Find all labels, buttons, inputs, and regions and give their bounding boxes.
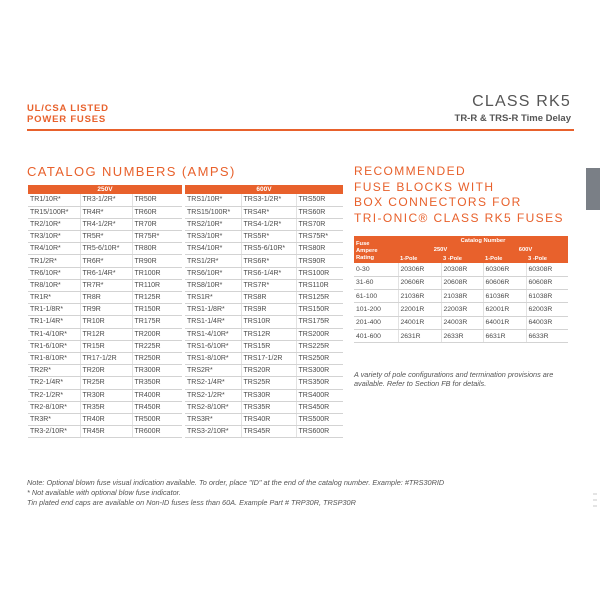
catalog-cell: TRS4-1/2R* [241, 218, 296, 230]
catalog-cell: TRS175R [296, 316, 343, 328]
table-row [28, 401, 343, 413]
catalog-cell: TRS1/2R* [185, 255, 241, 267]
block-catalog-cell: 20308R [441, 263, 483, 276]
catalog-cell: TRS125R [296, 292, 343, 304]
catalog-cell: TRS600R [296, 426, 343, 438]
block-catalog-cell: 61038R [526, 290, 568, 303]
catalog-group-250v: 250V [28, 185, 182, 194]
listing-label [27, 103, 109, 125]
catalog-cell: TRS75R* [296, 231, 343, 243]
catalog-cell: TR200R [132, 328, 182, 340]
catalog-cell: TRS200R [296, 328, 343, 340]
block-catalog-cell: 61036R [483, 290, 526, 303]
section-tab-marker [586, 168, 600, 210]
catalog-cell: TR3R* [28, 413, 80, 425]
block-catalog-cell: 22001R [398, 303, 441, 316]
footnotes [27, 478, 444, 508]
catalog-cell: TR450R [132, 401, 182, 413]
catalog-cell: TR60R [132, 206, 182, 218]
catalog-cell: TR1-8/10R* [28, 352, 80, 364]
fuse-blocks-title-line3: BOX CONNECTORS FOR [354, 195, 522, 210]
catalog-cell: TR500R [132, 413, 182, 425]
fuse-blocks-note: A variety of pole configurations and termination provisions are available. Refer to Section FB for details. [354, 370, 554, 389]
catalog-group-600v: 600V [185, 185, 343, 194]
catalog-table-body [28, 194, 343, 438]
catalog-cell: TRS40R [241, 413, 296, 425]
catalog-cell: TR1R* [28, 292, 80, 304]
catalog-cell: TRS350R [296, 377, 343, 389]
catalog-cell: TR5R* [80, 231, 132, 243]
fuse-blocks-title [354, 164, 564, 227]
catalog-table [28, 185, 343, 438]
pole1-600v-header: 1-Pole [483, 254, 526, 263]
block-catalog-cell: 6631R [483, 329, 526, 342]
catalog-cell: TRS3/10R* [185, 231, 241, 243]
table-row [28, 304, 343, 316]
ampere-rating-cell: 61-100 [354, 290, 398, 303]
table-row [28, 231, 343, 243]
catalog-cell: TRS15/100R* [185, 206, 241, 218]
catalog-cell: TRS3-2/10R* [185, 426, 241, 438]
catalog-cell: TRS4R* [241, 206, 296, 218]
listing-label-line2: POWER FUSES [27, 114, 107, 125]
ampere-rating-cell: 101-200 [354, 303, 398, 316]
catalog-cell: TR15R [80, 340, 132, 352]
catalog-cell: TR110R [132, 279, 182, 291]
catalog-cell: TRS3R* [185, 413, 241, 425]
catalog-cell: TR600R [132, 426, 182, 438]
rating-header-line3: Rating [356, 255, 375, 261]
table-row [28, 426, 343, 438]
catalog-cell: TRS10R [241, 316, 296, 328]
footnote-id-option: Note: Optional blown fuse visual indication available. To order, place "ID" at the end of the catalog number. Example: #TRS30RID [27, 478, 445, 487]
catalog-cell: TRS2-1/2R* [185, 389, 241, 401]
catalog-cell: TRS2R* [185, 365, 241, 377]
catalog-cell: TRS3-1/2R* [241, 194, 296, 206]
catalog-cell: TR125R [132, 292, 182, 304]
catalog-cell: TRS30R [241, 389, 296, 401]
catalog-cell: TR8/10R* [28, 279, 80, 291]
block-catalog-cell: 20306R [398, 263, 441, 276]
catalog-cell: TR1-4/10R* [28, 328, 80, 340]
table-row [28, 243, 343, 255]
catalog-cell: TR40R [80, 413, 132, 425]
catalog-cell: TRS2-8/10R* [185, 401, 241, 413]
catalog-cell: TR12R [80, 328, 132, 340]
listing-label-line1: UL/CSA LISTED [27, 103, 109, 114]
catalog-cell: TRS5R* [241, 231, 296, 243]
catalog-cell: TR350R [132, 377, 182, 389]
catalog-cell: TRS60R [296, 206, 343, 218]
catalog-cell: TRS2-1/4R* [185, 377, 241, 389]
catalog-cell: TRS225R [296, 340, 343, 352]
fuse-blocks-title-line4: TRI-ONIC® CLASS RK5 FUSES [354, 211, 564, 226]
catalog-cell: TRS6R* [241, 255, 296, 267]
table-row [354, 276, 568, 289]
catalog-cell: TR6R* [80, 255, 132, 267]
catalog-cell: TRS1-8/10R* [185, 352, 241, 364]
catalog-cell: TR4-1/2R* [80, 218, 132, 230]
page-edge-mark-icon [591, 492, 599, 514]
catalog-cell: TR30R [80, 389, 132, 401]
catalog-cell: TR20R [80, 365, 132, 377]
pole3-250v-header: 3 -Pole [441, 254, 483, 263]
catalog-cell: TRS1-1/8R* [185, 304, 241, 316]
catalog-cell: TRS7R* [241, 279, 296, 291]
catalog-cell: TR4/10R* [28, 243, 80, 255]
catalog-cell: TR3-2/10R* [28, 426, 80, 438]
catalog-cell: TR15/100R* [28, 206, 80, 218]
table-row [28, 292, 343, 304]
catalog-cell: TRS35R [241, 401, 296, 413]
block-catalog-cell: 64001R [483, 316, 526, 329]
block-catalog-cell: 62001R [483, 303, 526, 316]
catalog-cell: TR150R [132, 304, 182, 316]
catalog-cell: TR2/10R* [28, 218, 80, 230]
block-catalog-cell: 2631R [398, 329, 441, 342]
catalog-cell: TR80R [132, 243, 182, 255]
catalog-cell: TRS20R [241, 365, 296, 377]
catalog-cell: TRS90R [296, 255, 343, 267]
catalog-cell: TR9R [80, 304, 132, 316]
pole3-600v-header: 3 -Pole [526, 254, 568, 263]
blocks-group-250v: 250V [398, 245, 483, 254]
table-row [28, 267, 343, 279]
block-catalog-cell: 2633R [441, 329, 483, 342]
catalog-cell: TRS45R [241, 426, 296, 438]
catalog-cell: TR1-6/10R* [28, 340, 80, 352]
catalog-cell: TRS100R [296, 267, 343, 279]
footnote-tin-plated: Tin plated end caps are available on Non-ID fuses less than 60A. Example Part # TRP30R, TRSP30R [27, 498, 356, 507]
catalog-cell: TRS450R [296, 401, 343, 413]
catalog-cell: TRS9R [241, 304, 296, 316]
table-row [28, 365, 343, 377]
catalog-cell: TRS110R [296, 279, 343, 291]
catalog-cell: TRS80R [296, 243, 343, 255]
table-row [28, 206, 343, 218]
table-row [354, 303, 568, 316]
fuse-blocks-title-line1: RECOMMENDED [354, 164, 467, 178]
catalog-cell: TRS8R [241, 292, 296, 304]
ampere-rating-cell: 401-600 [354, 329, 398, 342]
catalog-cell: TR300R [132, 365, 182, 377]
block-catalog-cell: 21038R [441, 290, 483, 303]
block-catalog-cell: 60606R [483, 276, 526, 289]
ampere-rating-cell: 0-30 [354, 263, 398, 276]
catalog-cell: TR35R [80, 401, 132, 413]
catalog-cell: TRS6-1/4R* [241, 267, 296, 279]
fuse-blocks-table-body [354, 263, 568, 343]
catalog-cell: TR400R [132, 389, 182, 401]
catalog-cell: TR250R [132, 352, 182, 364]
catalog-cell: TR7R* [80, 279, 132, 291]
catalog-cell: TR3-1/2R* [80, 194, 132, 206]
block-catalog-cell: 62003R [526, 303, 568, 316]
catalog-cell: TR1/2R* [28, 255, 80, 267]
table-row [28, 328, 343, 340]
catalog-cell: TRS1-4/10R* [185, 328, 241, 340]
table-row [28, 194, 343, 206]
table-row [28, 413, 343, 425]
footnote-asterisk: * Not available with optional blow fuse indicator. [27, 488, 181, 497]
catalog-cell: TRS2/10R* [185, 218, 241, 230]
catalog-cell: TRS400R [296, 389, 343, 401]
catalog-cell: TRS15R [241, 340, 296, 352]
rating-header-line1: Fuse [356, 241, 370, 247]
table-row [28, 352, 343, 364]
catalog-cell: TRS500R [296, 413, 343, 425]
rating-header [354, 236, 398, 263]
catalog-cell: TR1-1/8R* [28, 304, 80, 316]
block-catalog-cell: 60608R [526, 276, 568, 289]
catalog-number-header: Catalog Number [398, 236, 568, 245]
catalog-cell: TR10R [80, 316, 132, 328]
catalog-cell: TR8R [80, 292, 132, 304]
catalog-cell: TR45R [80, 426, 132, 438]
catalog-cell: TR50R [132, 194, 182, 206]
catalog-cell: TRS25R [241, 377, 296, 389]
table-row [28, 340, 343, 352]
block-catalog-cell: 20608R [441, 276, 483, 289]
catalog-cell: TRS70R [296, 218, 343, 230]
catalog-cell: TR2-1/4R* [28, 377, 80, 389]
catalog-cell: TRS17-1/2R [241, 352, 296, 364]
catalog-cell: TRS50R [296, 194, 343, 206]
block-catalog-cell: 21036R [398, 290, 441, 303]
catalog-cell: TRS12R [241, 328, 296, 340]
block-catalog-cell: 60308R [526, 263, 568, 276]
block-catalog-cell: 24003R [441, 316, 483, 329]
block-catalog-cell: 24001R [398, 316, 441, 329]
header-divider [27, 129, 574, 131]
catalog-cell: TR75R* [132, 231, 182, 243]
block-catalog-cell: 60306R [483, 263, 526, 276]
catalog-cell: TR2R* [28, 365, 80, 377]
catalog-cell: TRS1/10R* [185, 194, 241, 206]
catalog-cell: TR175R [132, 316, 182, 328]
rating-header-line2: Ampere [356, 248, 378, 254]
table-row [354, 316, 568, 329]
catalog-cell: TRS6/10R* [185, 267, 241, 279]
catalog-cell: TRS4/10R* [185, 243, 241, 255]
block-catalog-cell: 20606R [398, 276, 441, 289]
page-subtitle: TR-R & TRS-R Time Delay [454, 113, 571, 124]
pole1-250v-header: 1-Pole [398, 254, 441, 263]
table-row [28, 279, 343, 291]
catalog-cell: TRS5-6/10R* [241, 243, 296, 255]
catalog-cell: TRS1-6/10R* [185, 340, 241, 352]
catalog-cell: TR1-1/4R* [28, 316, 80, 328]
table-row [28, 377, 343, 389]
catalog-cell: TRS300R [296, 365, 343, 377]
catalog-title: CATALOG NUMBERS (AMPS) [27, 164, 236, 179]
catalog-cell: TR6/10R* [28, 267, 80, 279]
block-catalog-cell: 6633R [526, 329, 568, 342]
table-row [354, 329, 568, 342]
ampere-rating-cell: 31-60 [354, 276, 398, 289]
catalog-cell: TR5-6/10R* [80, 243, 132, 255]
catalog-cell: TRS1-1/4R* [185, 316, 241, 328]
fuse-blocks-title-line2: FUSE BLOCKS WITH [354, 179, 495, 194]
catalog-cell: TRS8/10R* [185, 279, 241, 291]
catalog-cell: TR2-1/2R* [28, 389, 80, 401]
catalog-cell: TR90R [132, 255, 182, 267]
catalog-cell: TR17-1/2R [80, 352, 132, 364]
catalog-cell: TR225R [132, 340, 182, 352]
table-row [28, 316, 343, 328]
table-row [354, 290, 568, 303]
catalog-cell: TRS150R [296, 304, 343, 316]
table-row [28, 389, 343, 401]
catalog-cell: TR4R* [80, 206, 132, 218]
table-row [28, 255, 343, 267]
catalog-cell: TR25R [80, 377, 132, 389]
catalog-cell: TR2-8/10R* [28, 401, 80, 413]
catalog-cell: TRS1R* [185, 292, 241, 304]
block-catalog-cell: 22003R [441, 303, 483, 316]
catalog-cell: TR100R [132, 267, 182, 279]
page-title: CLASS RK5 [472, 93, 571, 110]
blocks-group-600v: 600V [483, 245, 568, 254]
catalog-cell: TRS250R [296, 352, 343, 364]
catalog-cell: TR3/10R* [28, 231, 80, 243]
table-row [354, 263, 568, 276]
table-row [28, 218, 343, 230]
block-catalog-cell: 64003R [526, 316, 568, 329]
catalog-cell: TR6-1/4R* [80, 267, 132, 279]
fuse-blocks-table [354, 236, 568, 343]
catalog-cell: TR1/10R* [28, 194, 80, 206]
ampere-rating-cell: 201-400 [354, 316, 398, 329]
catalog-cell: TR70R [132, 218, 182, 230]
